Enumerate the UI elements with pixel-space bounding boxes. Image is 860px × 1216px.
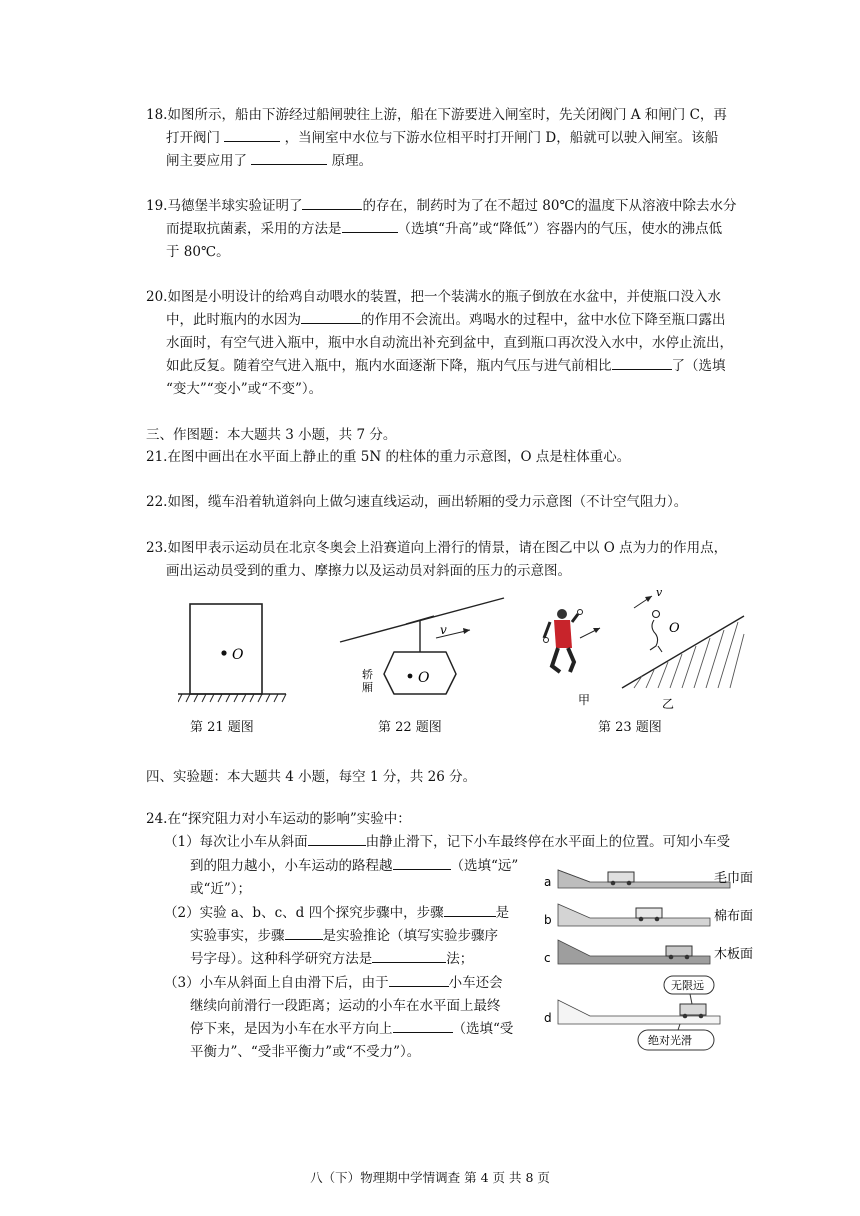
q24-part1-line2 (190, 855, 518, 878)
q18-line1: 18.如图所示，船由下游经过船闸驶往上游，船在下游要进入闸室时，先关闭阀门 A 和闸门 C，再 (146, 107, 727, 123)
cabin-label-2: 厢 (362, 681, 373, 694)
label-jia: 甲 (578, 693, 591, 707)
answer-blank[interactable] (389, 972, 449, 987)
surface-label-towel: 毛巾面 (714, 871, 754, 886)
answer-blank[interactable] (393, 855, 451, 870)
q23-line1: 23.如图甲表示运动员在北京冬奥会上沿赛道向上滑行的情景，请在图乙中以 O 点为力的作用点， (146, 540, 728, 556)
surface-label-cotton: 棉布面 (714, 909, 754, 924)
q24-part2-line3 (190, 948, 473, 971)
caption-21: 第 21 题图 (190, 720, 254, 735)
track-a-towel (544, 870, 753, 889)
answer-blank[interactable] (224, 127, 280, 142)
q24-part1-line3: 或“近”）； (190, 881, 252, 897)
q24-text: （3）小车从斜面上自由滑下后，由于 (164, 975, 389, 991)
q20-line2 (146, 309, 786, 332)
cabin-label-1: 轿 (362, 668, 373, 681)
q20-line4 (146, 355, 786, 378)
q24-text: 是 (495, 905, 510, 921)
q20-text: 中，此时瓶内的水因为 (166, 312, 301, 328)
callout-smooth: 绝对光滑 (648, 1034, 692, 1047)
question-20 (146, 286, 786, 401)
track-b-cotton (544, 904, 753, 927)
row-label-a: a (544, 875, 552, 889)
experiment-figure (540, 852, 790, 1060)
figure-22-cable-car (332, 590, 512, 702)
q24-part2-line1 (164, 902, 509, 925)
q24-part3-line2: 继续向前滑行一段距离；运动的小车在水平面上最终 (190, 998, 501, 1014)
q24-text: 实验事实，步骤 (190, 928, 285, 944)
section-3-heading: 三、作图题：本大题共 3 小题，共 7 分。 (146, 427, 397, 443)
q24-text: 停下来，是因为小车在水平方向上 (190, 1021, 393, 1037)
q20-text: 如此反复。随着空气进入瓶中，瓶内水面逐渐下降，瓶内气压与进气前相比 (166, 358, 612, 374)
q24-part3-line1 (164, 972, 503, 995)
question-22: 22.如图，缆车沿着轨道斜向上做匀速直线运动，画出轿厢的受力示意图（不计空气阻力）。 (146, 494, 688, 510)
q20-line5: “变大”“变小”或“不变”）。 (166, 381, 323, 397)
q19-text: 的存在，制药时为了在不超过 80℃的温度下从溶液中除去水分 (362, 198, 737, 214)
label-yi: 乙 (662, 697, 675, 711)
q20-text: 的作用不会流出。鸡喝水的过程中，盆中水位下降至瓶口露出 (361, 312, 726, 328)
answer-blank[interactable] (444, 902, 496, 917)
q24-part2-line2 (190, 925, 498, 948)
question-19 (146, 195, 786, 264)
caption-22: 第 22 题图 (378, 720, 442, 735)
q19-line3: 于 80℃。 (166, 244, 230, 260)
q24-part1-line1 (164, 831, 730, 854)
velocity-label: v (440, 623, 447, 637)
q18-line3 (146, 150, 786, 173)
q24-heading: 24.在“探究阻力对小车运动的影响”实验中： (146, 811, 411, 827)
q18-text: ，当闸室中水位与下游水位相平时打开闸门 D，船就可以驶入闸室。该船 (284, 130, 719, 146)
track-d-frictionless (544, 976, 720, 1050)
answer-blank[interactable] (393, 1018, 453, 1033)
surface-label-wood: 木板面 (714, 947, 754, 962)
answer-blank[interactable] (301, 309, 361, 324)
q24-part3-line3 (190, 1018, 513, 1041)
velocity-label: v (656, 586, 663, 599)
row-label-b: b (544, 913, 552, 927)
question-21: 21.在图中画出在水平面上静止的重 5N 的柱体的重力示意图，O 点是柱体重心。 (146, 449, 631, 465)
q20-line3: 水面时，有空气进入瓶中，瓶中水自动流出补充到盆中，直到瓶口再次没入水中，水停止流出， (166, 335, 733, 351)
q24-text: （1）每次让小车从斜面 (164, 834, 308, 850)
caption-23: 第 23 题图 (598, 720, 662, 735)
center-label: O (418, 670, 430, 686)
q18-text: 原理。 (331, 153, 373, 169)
row-label-c: c (544, 951, 551, 965)
q18-line2 (146, 127, 786, 150)
answer-blank[interactable] (308, 831, 366, 846)
q24-text: （选填“远” (450, 858, 519, 874)
q20-text: 了（选填 (671, 358, 726, 374)
question-18 (146, 104, 786, 173)
track-c-wood (544, 940, 753, 965)
q18-text: 闸主要应用了 (166, 153, 247, 169)
skier-illustration (544, 609, 583, 672)
center-label: O (232, 647, 244, 663)
q19-line1 (146, 195, 786, 218)
q24-text: （选填“受 (452, 1021, 514, 1037)
q19-text: （选填“升高”或“降低”）容器内的气压，使水的沸点低 (397, 221, 723, 237)
answer-blank[interactable] (285, 925, 323, 940)
section-4-heading: 四、实验题：本大题共 4 小题，每空 1 分，共 26 分。 (146, 769, 477, 785)
answer-blank[interactable] (372, 948, 446, 963)
answer-blank[interactable] (342, 218, 398, 233)
q24-part3-line4: 平衡力”、“受非平衡力”或“不受力”）。 (190, 1044, 421, 1060)
figure-21-pillar (178, 598, 288, 706)
q23-line2: 画出运动员受到的重力、摩擦力以及运动员对斜面的压力的示意图。 (166, 563, 571, 579)
question-23 (146, 537, 786, 583)
answer-blank[interactable] (251, 150, 327, 165)
page-footer: 八（下）物理期中学情调查 第 4 页 共 8 页 (310, 1170, 550, 1185)
q24-text: （2）实验 a、b、c、d 四个探究步骤中，步骤 (164, 905, 444, 921)
q20-line1: 20.如图是小明设计的给鸡自动喂水的装置，把一个装满水的瓶子倒放在水盆中，并使瓶口没入水 (146, 289, 721, 305)
answer-blank[interactable] (302, 195, 362, 210)
q24-text: 到的阻力越小，小车运动的路程越 (190, 858, 393, 874)
q18-text: 打开阀门 (166, 130, 220, 146)
center-label: O (669, 621, 680, 636)
q19-line2 (146, 218, 786, 241)
answer-blank[interactable] (612, 355, 672, 370)
q24-text: 小车还会 (448, 975, 503, 991)
q24-text: 号字母）。这种科学研究方法是 (190, 951, 373, 967)
row-label-d: d (544, 1011, 552, 1025)
q24-text: 由静止滑下，记下小车最终停在水平面上的位置。可知小车受 (365, 834, 731, 850)
q19-text: 而提取抗菌素，采用的方法是 (166, 221, 342, 237)
q24-text: 法； (446, 951, 474, 967)
figure-23-skier (538, 586, 748, 712)
callout-infinite: 无限远 (671, 979, 704, 992)
q19-text: 19.马德堡半球实验证明了 (146, 198, 303, 214)
q24-text: 是实验推论（填写实验步骤序 (322, 928, 498, 944)
